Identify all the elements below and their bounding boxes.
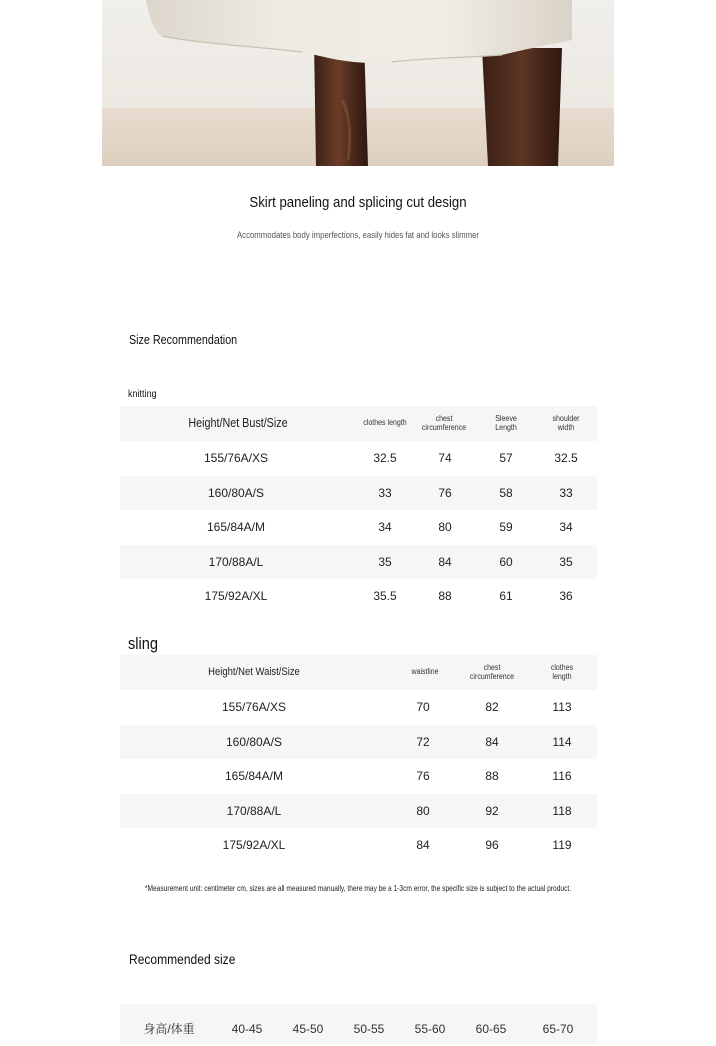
value-cell: 58: [499, 485, 513, 500]
sling-size-table: [120, 655, 597, 863]
measurement-note: *Measurement unit: centimeter cm, sizes are all measured manually, there may be a 1-3cm error, the specific size is subject to the actual product.: [144, 883, 572, 893]
knitting-label: knitting: [128, 388, 157, 400]
table-row: [120, 725, 597, 760]
size-cell: 155/76A/XS: [221, 700, 287, 714]
table-row: [120, 545, 597, 580]
table-row: [120, 690, 597, 725]
feature-headline: Skirt paneling and splicing cut design: [249, 194, 467, 211]
value-cell: 114: [552, 734, 572, 749]
value-cell: 33: [378, 485, 392, 500]
header-height-bust-size: Height/Net Bust/Size: [188, 415, 288, 430]
header-weight-range: 65-70: [542, 1021, 574, 1036]
value-cell: 60: [499, 554, 513, 569]
size-cell: 160/80A/S: [207, 485, 265, 500]
product-photo-art: [102, 0, 614, 166]
value-cell: 35: [378, 554, 392, 569]
header-weight-range: 45-50: [292, 1021, 324, 1036]
size-cell: 170/88A/L: [226, 803, 282, 818]
value-cell: 74: [438, 451, 452, 465]
value-cell: 33: [559, 485, 573, 500]
knitting-size-table: [120, 406, 597, 614]
table-header-row: [120, 655, 597, 690]
table-row: [120, 441, 597, 476]
header-weight-range: 55-60: [414, 1021, 446, 1036]
header-chest-circumference: chest circumference: [469, 663, 515, 681]
recommended-size-title: Recommended size: [129, 951, 236, 967]
value-cell: 59: [499, 520, 513, 535]
size-cell: 175/92A/XL: [222, 838, 286, 853]
value-cell: 61: [499, 589, 513, 604]
value-cell: 84: [485, 734, 499, 749]
value-cell: 36: [559, 589, 573, 604]
value-cell: 82: [485, 700, 499, 714]
table-row: [120, 510, 597, 545]
value-cell: 35: [559, 554, 573, 569]
value-cell: 84: [416, 838, 430, 853]
value-cell: 76: [438, 485, 452, 500]
value-cell: 84: [438, 554, 452, 569]
value-cell: 72: [416, 734, 430, 749]
table-header-row: [120, 406, 597, 441]
size-cell: 160/80A/S: [225, 734, 283, 749]
value-cell: 70: [416, 700, 430, 714]
header-weight-range: 50-55: [353, 1021, 385, 1036]
value-cell: 34: [559, 520, 573, 535]
size-cell: 165/84A/M: [206, 520, 266, 535]
product-photo: [102, 0, 614, 166]
header-clothes-length: clothes length: [550, 663, 574, 681]
feature-subline: Accommodates body imperfections, easily hides fat and looks slimmer: [236, 230, 480, 241]
value-cell: 96: [485, 838, 499, 853]
value-cell: 80: [416, 803, 430, 818]
size-cell: 165/84A/M: [224, 769, 284, 784]
header-waistline: waistline: [411, 667, 439, 677]
value-cell: 118: [552, 803, 572, 818]
value-cell: 34: [378, 520, 392, 535]
header-height-weight: 身高/体重: [143, 1021, 195, 1036]
table-row: [120, 579, 597, 614]
size-cell: 175/92A/XL: [204, 589, 268, 604]
table-row: [120, 828, 597, 863]
value-cell: 32.5: [554, 451, 578, 465]
size-cell: 155/76A/XS: [203, 451, 269, 465]
table-row: [120, 476, 597, 511]
size-cell: 170/88A/L: [208, 554, 264, 569]
value-cell: 32.5: [373, 451, 397, 465]
header-shoulder-width: shoulder width: [552, 414, 580, 432]
header-chest-circumference: chest circumference: [421, 414, 467, 432]
header-height-waist-size: Height/Net Waist/Size: [208, 665, 300, 678]
value-cell: 116: [552, 769, 572, 784]
header-weight-range: 40-45: [231, 1021, 263, 1036]
value-cell: 113: [552, 700, 572, 714]
size-recommendation-title: Size Recommendation: [129, 333, 238, 347]
value-cell: 35.5: [373, 589, 397, 604]
recommended-size-header-row: [120, 1004, 597, 1044]
header-sleeve-length: Sleeve Length: [495, 414, 517, 432]
value-cell: 119: [552, 838, 572, 853]
value-cell: 76: [416, 769, 430, 784]
table-row: [120, 794, 597, 829]
table-row: [120, 759, 597, 794]
value-cell: 57: [499, 451, 513, 465]
sling-label: sling: [128, 634, 159, 653]
header-weight-range: 60-65: [475, 1021, 507, 1036]
value-cell: 88: [485, 769, 499, 784]
value-cell: 88: [438, 589, 452, 604]
header-clothes-length: clothes length: [363, 418, 407, 428]
value-cell: 80: [438, 520, 452, 535]
value-cell: 92: [485, 803, 499, 818]
